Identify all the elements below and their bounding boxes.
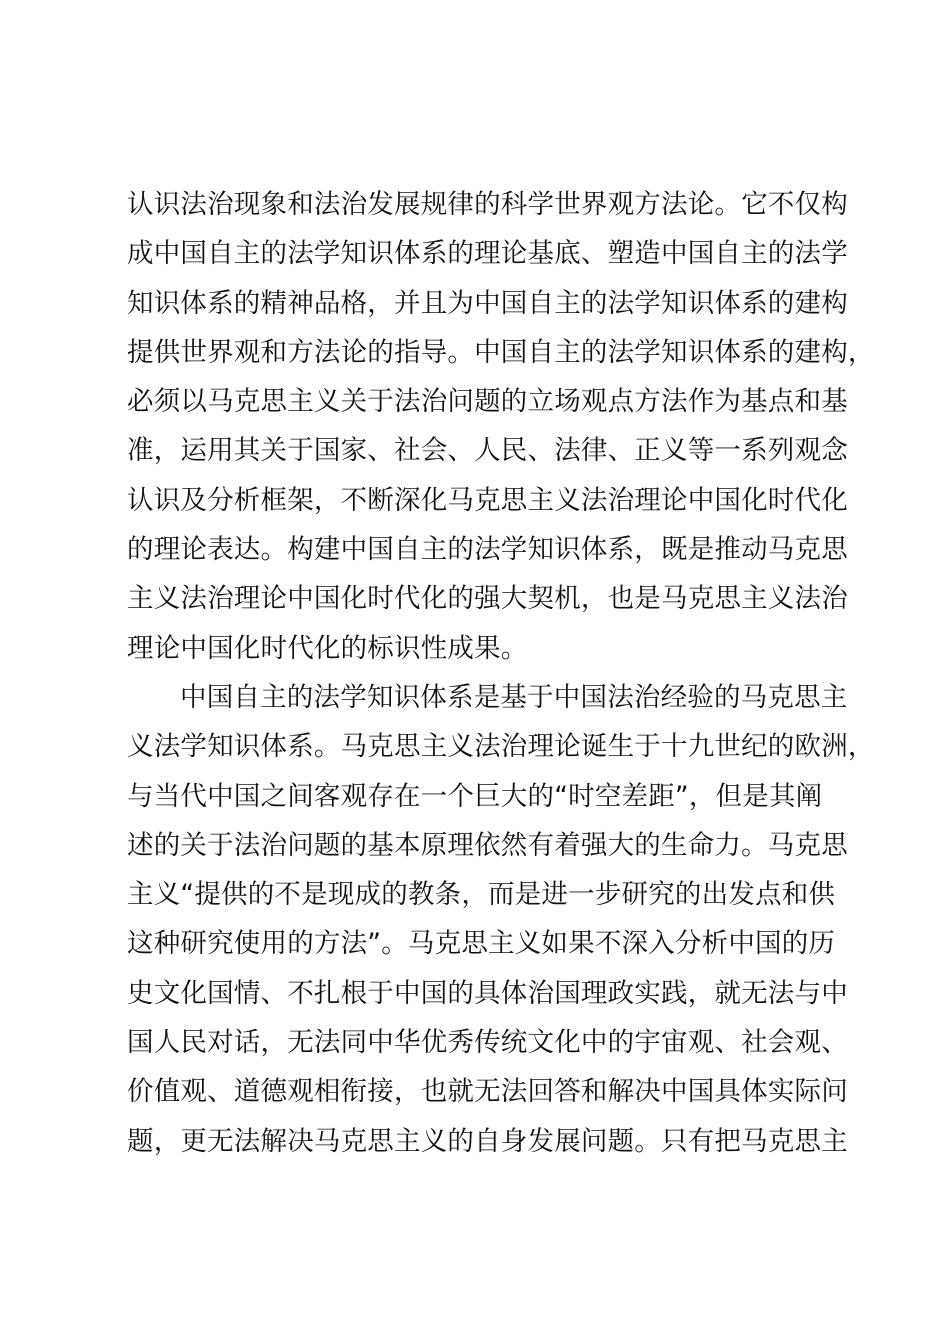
text-line: 成中国自主的法学知识体系的理论基底、塑造中国自主的法学	[127, 238, 848, 270]
text-line: 认识及分析框架，不断深化马克思主义法治理论中国化时代化	[127, 484, 848, 516]
text-line: 史文化国情、不扎根于中国的具体治国理政实践，就无法与中	[127, 977, 848, 1009]
text-line: 准，运用其关于国家、社会、人民、法律、正义等一系列观念	[127, 435, 848, 467]
text-line: 国人民对话，无法同中华优秀传统文化中的宇宙观、社会观、	[127, 1027, 848, 1059]
text-line: 主义“提供的不是现成的教条，而是进一步研究的出发点和供	[127, 879, 836, 911]
text-line: 提供世界观和方法论的指导。中国自主的法学知识体系的建构，	[127, 336, 875, 368]
text-line: 知识体系的精神品格，并且为中国自主的法学知识体系的建构	[127, 287, 848, 319]
text-line-indented: 中国自主的法学知识体系是基于中国法治经验的马克思主	[180, 681, 848, 713]
text-line: 的理论表达。构建中国自主的法学知识体系，既是推动马克思	[127, 534, 848, 566]
text-line: 必须以马克思主义关于法治问题的立场观点方法作为基点和基	[127, 386, 848, 418]
paragraph-1	[127, 180, 875, 673]
text-line: 述的关于法治问题的基本原理依然有着强大的生命力。马克思	[127, 829, 848, 861]
text-line: 理论中国化时代化的标识性成果。	[127, 632, 528, 664]
text-line: 认识法治现象和法治发展规律的科学世界观方法论。它不仅构	[127, 189, 848, 220]
body-text	[127, 180, 875, 1166]
text-line: 与当代中国之间客观存在一个巨大的“时空差距”，但是其阐	[127, 780, 823, 812]
text-line: 义法学知识体系。马克思主义法治理论诞生于十九世纪的欧洲，	[127, 731, 875, 763]
text-line: 主义法治理论中国化时代化的强大契机，也是马克思主义法治	[127, 583, 848, 615]
paragraph-2	[127, 673, 875, 1166]
text-line: 价值观、道德观相衔接，也就无法回答和解决中国具体实际问	[127, 1076, 848, 1108]
text-line: 题，更无法解决马克思主义的自身发展问题。只有把马克思主	[127, 1125, 848, 1157]
text-line: 这种研究使用的方法”。马克思主义如果不深入分析中国的历	[127, 928, 836, 960]
